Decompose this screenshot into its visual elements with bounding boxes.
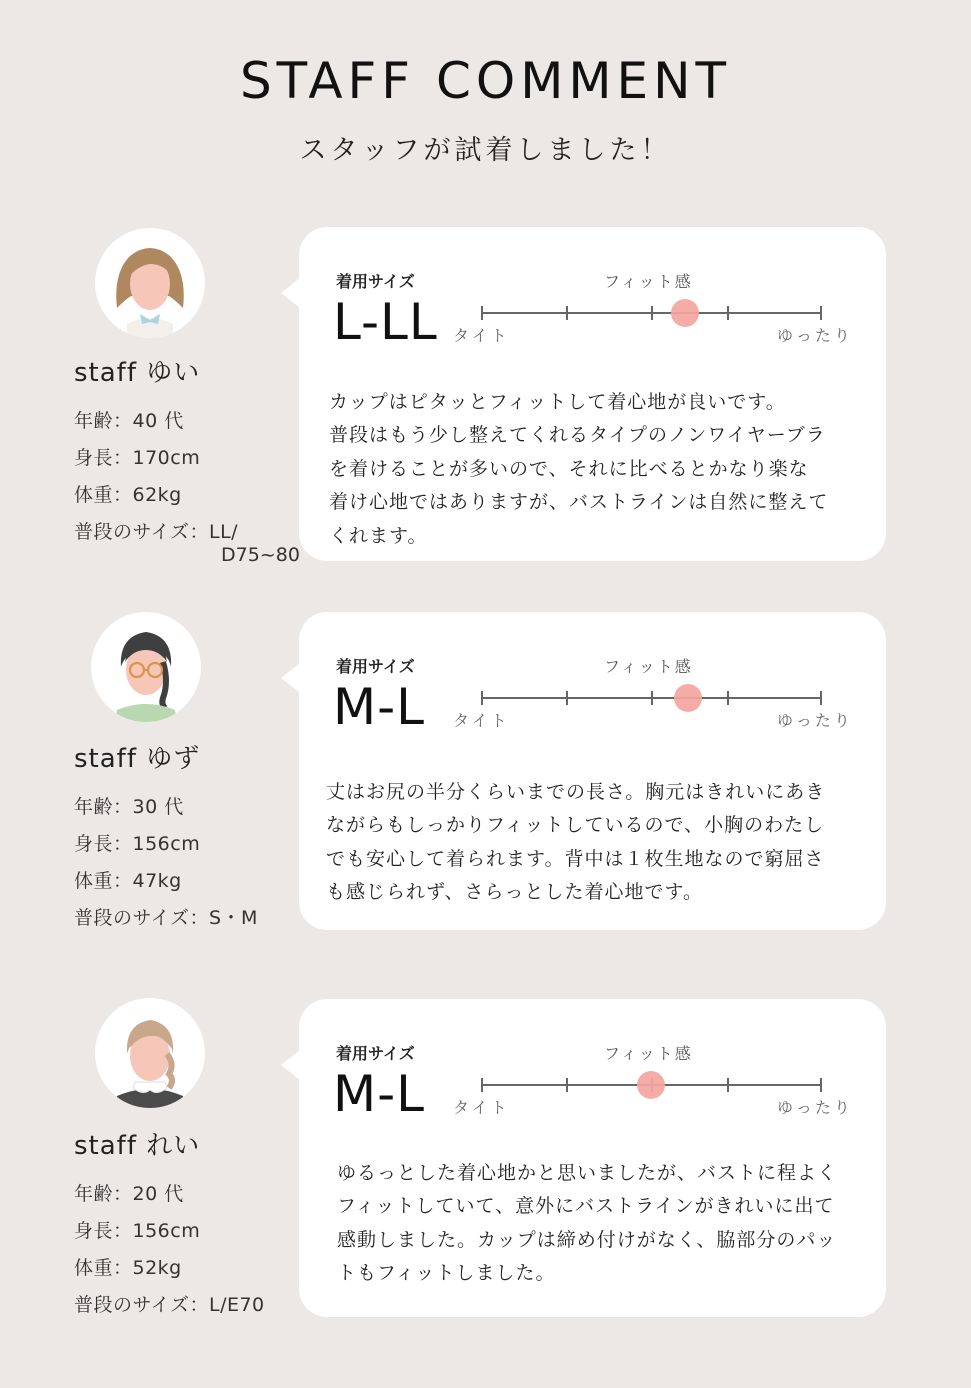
comment-line: も感じられず、さらっとした着心地です。 xyxy=(326,881,703,904)
staff-section-yuzu xyxy=(0,611,971,971)
scale-left-label: タイト xyxy=(453,711,510,730)
staff-age: 年齢：30 代 xyxy=(74,796,184,818)
comment-line: 普段はもう少し整えてくれるタイプのノンワイヤーブラ xyxy=(329,424,826,447)
worn-size-value: L-LL xyxy=(333,293,438,351)
speech-bubble-tail xyxy=(281,1050,300,1080)
worn-size-value: M-L xyxy=(333,678,426,736)
speech-bubble-tail xyxy=(281,663,300,693)
worn-size-value: M-L xyxy=(333,1065,426,1123)
fit-scale xyxy=(481,1069,825,1103)
comment-line: 感動しました。カップは締め付けがなく、脇部分のパッ xyxy=(337,1228,837,1251)
comment-line: フィットしていて、意外にバストラインがきれいに出て xyxy=(337,1195,835,1218)
staff-name: staff ゆい xyxy=(74,358,201,388)
comment-line: トもフィットしました。 xyxy=(337,1262,556,1285)
size-label: 着用サイズ xyxy=(336,657,415,676)
fit-label: フィット感 xyxy=(604,657,693,676)
staff-height: 身長：170cm xyxy=(74,447,201,469)
fit-label: フィット感 xyxy=(604,1044,693,1063)
staff-section-yui xyxy=(0,226,971,586)
page-subtitle: スタッフが試着しました！ xyxy=(299,135,672,166)
staff-usual-size: 普段のサイズ：S・M xyxy=(74,907,258,929)
fit-scale xyxy=(481,297,825,331)
staff-usual-size: 普段のサイズ：L/E70 xyxy=(74,1294,265,1316)
fit-indicator-dot xyxy=(671,299,699,327)
scale-right-label: ゆったり xyxy=(777,1098,853,1117)
comment-line: 着け心地ではありますが、バストラインは自然に整えて xyxy=(329,491,829,514)
staff-age: 年齢：20 代 xyxy=(74,1183,184,1205)
staff-name: staff れい xyxy=(74,1131,201,1161)
comment-line: ゆるっとした着心地かと思いましたが、バストに程よく xyxy=(337,1162,838,1184)
comment-line: を着けることが多いので、それに比べるとかなり楽な xyxy=(329,457,809,480)
comment-card xyxy=(299,227,886,561)
woman-braided-hair-collar-icon xyxy=(95,998,205,1108)
staff-comment xyxy=(329,386,869,553)
page-title: STAFF COMMENT xyxy=(239,52,732,110)
comment-card xyxy=(299,999,886,1317)
staff-weight: 体重：47kg xyxy=(74,870,182,892)
woman-glasses-braid-icon xyxy=(91,612,201,722)
comment-line: カップはピタッとフィットして着心地が良いです。 xyxy=(329,391,786,413)
comment-line: ながらもしっかりフィットしているので、小胸のわたし xyxy=(326,814,825,837)
staff-section-rei xyxy=(0,998,971,1358)
comment-line: 丈はお尻の半分くらいまでの長さ。胸元はきれいにあき xyxy=(326,781,826,803)
staff-usual-size: 普段のサイズ：LL/ xyxy=(74,521,239,543)
staff-age: 年齢：40 代 xyxy=(74,410,184,432)
scale-right-label: ゆったり xyxy=(777,326,853,345)
fit-indicator-dot xyxy=(674,684,702,712)
speech-bubble-tail xyxy=(281,278,300,308)
staff-comment xyxy=(326,776,866,910)
staff-weight: 体重：52kg xyxy=(74,1257,182,1279)
size-label: 着用サイズ xyxy=(336,272,415,291)
staff-height: 身長：156cm xyxy=(74,1220,201,1242)
comment-line: くれます。 xyxy=(329,524,428,547)
staff-comment xyxy=(337,1157,877,1291)
scale-left-label: タイト xyxy=(453,1098,510,1117)
woman-wavy-hair-icon xyxy=(95,228,205,338)
comment-card xyxy=(299,612,886,930)
fit-indicator-dot xyxy=(637,1071,665,1099)
fit-scale xyxy=(481,682,825,716)
scale-left-label: タイト xyxy=(453,326,510,345)
staff-weight: 体重：62kg xyxy=(74,484,182,506)
scale-right-label: ゆったり xyxy=(777,711,853,730)
fit-label: フィット感 xyxy=(604,272,693,291)
staff-height: 身長：156cm xyxy=(74,833,201,855)
staff-usual-size-cont: D75~80 xyxy=(221,544,300,566)
staff-name: staff ゆず xyxy=(74,744,201,774)
size-label: 着用サイズ xyxy=(336,1044,415,1063)
comment-line: でも安心して着られます。背中は１枚生地なので窮屈さ xyxy=(326,847,825,870)
